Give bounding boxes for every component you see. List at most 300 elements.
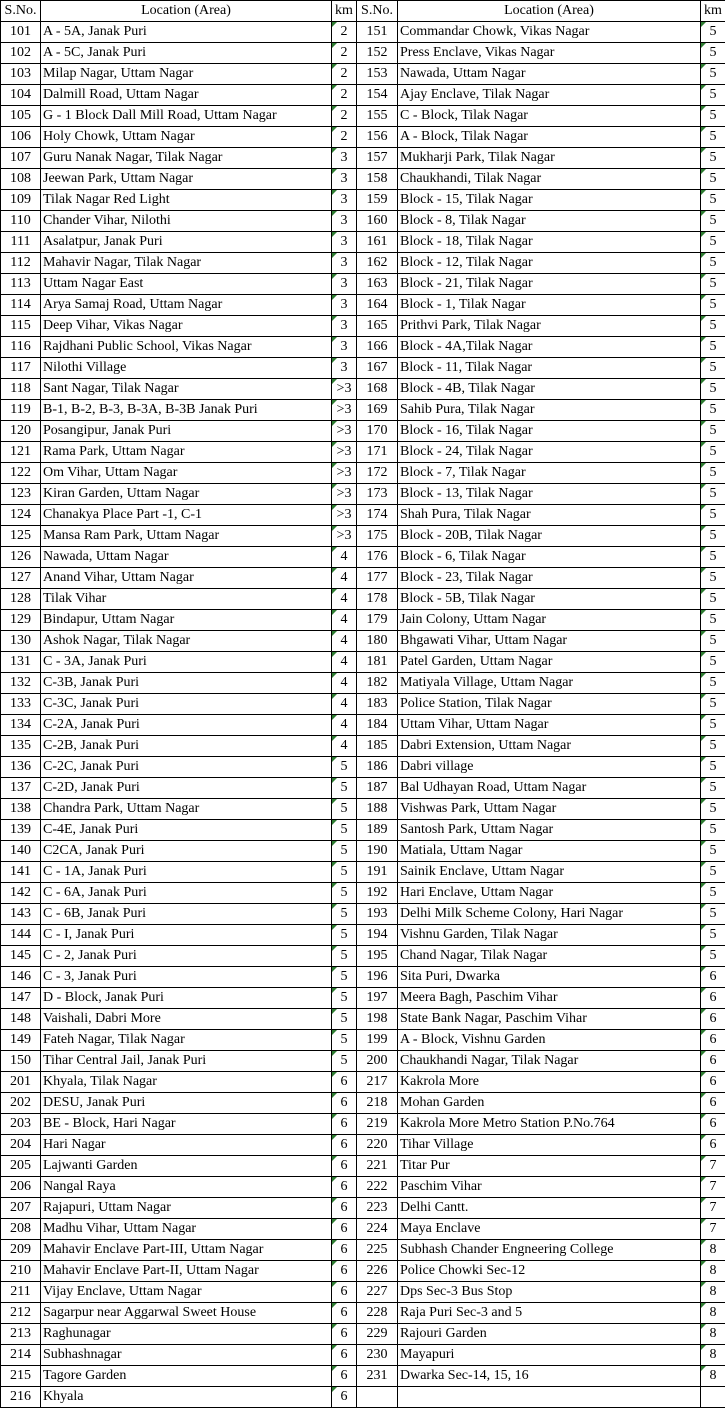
cell-km-left: 6 xyxy=(332,1177,357,1198)
cell-location-right: Vishnu Garden, Tilak Nagar xyxy=(398,925,701,946)
cell-km-right: 8 xyxy=(701,1282,725,1303)
cell-location-right: Uttam Vihar, Uttam Nagar xyxy=(398,715,701,736)
cell-sno-left: 124 xyxy=(1,505,41,526)
cell-sno-right: 176 xyxy=(357,547,398,568)
cell-sno-right: 222 xyxy=(357,1177,398,1198)
cell-sno-left: 206 xyxy=(1,1177,41,1198)
cell-km-right: 5 xyxy=(701,820,725,841)
cell-location-left: C - 1A, Janak Puri xyxy=(41,862,332,883)
cell-location-right: Block - 1, Tilak Nagar xyxy=(398,295,701,316)
cell-location-right: Delhi Cantt. xyxy=(398,1198,701,1219)
cell-location-left: C-2C, Janak Puri xyxy=(41,757,332,778)
cell-location-right: Paschim Vihar xyxy=(398,1177,701,1198)
cell-km-left: >3 xyxy=(332,421,357,442)
cell-location-left: Rama Park, Uttam Nagar xyxy=(41,442,332,463)
cell-km-left: 2 xyxy=(332,127,357,148)
cell-sno-right: 195 xyxy=(357,946,398,967)
table-row xyxy=(1,1345,725,1366)
cell-km-right: 5 xyxy=(701,211,725,232)
cell-sno-right: 174 xyxy=(357,505,398,526)
table-row xyxy=(1,400,725,421)
cell-km-left: 3 xyxy=(332,358,357,379)
table-row xyxy=(1,169,725,190)
cell-location-right: Meera Bagh, Paschim Vihar xyxy=(398,988,701,1009)
table-row xyxy=(1,757,725,778)
header-sno-left: S.No. xyxy=(1,1,41,22)
table-row xyxy=(1,610,725,631)
cell-location-right: Chaukhandi, Tilak Nagar xyxy=(398,169,701,190)
cell-sno-left: 107 xyxy=(1,148,41,169)
cell-sno-right: 177 xyxy=(357,568,398,589)
table-row xyxy=(1,379,725,400)
cell-location-left: Vijay Enclave, Uttam Nagar xyxy=(41,1282,332,1303)
table-row xyxy=(1,211,725,232)
cell-km-right: 8 xyxy=(701,1345,725,1366)
cell-location-right: Ajay Enclave, Tilak Nagar xyxy=(398,85,701,106)
cell-location-right: Bal Udhayan Road, Uttam Nagar xyxy=(398,778,701,799)
table-row xyxy=(1,547,725,568)
cell-location-left: Mansa Ram Park, Uttam Nagar xyxy=(41,526,332,547)
cell-km-left: 6 xyxy=(332,1198,357,1219)
cell-location-left: BE - Block, Hari Nagar xyxy=(41,1114,332,1135)
cell-km-right: 5 xyxy=(701,106,725,127)
table-row xyxy=(1,526,725,547)
cell-location-right: State Bank Nagar, Paschim Vihar xyxy=(398,1009,701,1030)
table-row xyxy=(1,148,725,169)
cell-sno-right: 190 xyxy=(357,841,398,862)
cell-sno-left: 132 xyxy=(1,673,41,694)
cell-sno-right: 184 xyxy=(357,715,398,736)
cell-location-left: Ashok Nagar, Tilak Nagar xyxy=(41,631,332,652)
cell-sno-left: 101 xyxy=(1,22,41,43)
cell-km-right: 5 xyxy=(701,85,725,106)
cell-location-left: C - 3A, Janak Puri xyxy=(41,652,332,673)
table-row xyxy=(1,1135,725,1156)
cell-km-left: 4 xyxy=(332,673,357,694)
cell-km-right: 6 xyxy=(701,1114,725,1135)
cell-sno-right: 230 xyxy=(357,1345,398,1366)
cell-sno-right: 152 xyxy=(357,43,398,64)
cell-km-left: 5 xyxy=(332,799,357,820)
cell-km-right: 5 xyxy=(701,547,725,568)
table-row xyxy=(1,652,725,673)
table-row xyxy=(1,1282,725,1303)
cell-sno-left: 141 xyxy=(1,862,41,883)
table-row xyxy=(1,463,725,484)
cell-sno-right: 168 xyxy=(357,379,398,400)
cell-km-left: 6 xyxy=(332,1282,357,1303)
cell-km-left: 6 xyxy=(332,1366,357,1387)
cell-km-left: 2 xyxy=(332,22,357,43)
cell-location-right: Chaukhandi Nagar, Tilak Nagar xyxy=(398,1051,701,1072)
cell-km-right: 5 xyxy=(701,757,725,778)
cell-km-right: 5 xyxy=(701,946,725,967)
cell-location-left: Nilothi Village xyxy=(41,358,332,379)
table-row xyxy=(1,988,725,1009)
cell-km-left: >3 xyxy=(332,463,357,484)
table-row xyxy=(1,190,725,211)
table-row xyxy=(1,316,725,337)
cell-sno-right: 225 xyxy=(357,1240,398,1261)
cell-location-left: Sant Nagar, Tilak Nagar xyxy=(41,379,332,400)
table-row xyxy=(1,127,725,148)
cell-sno-right: 188 xyxy=(357,799,398,820)
cell-location-right: Block - 12, Tilak Nagar xyxy=(398,253,701,274)
cell-km-left: 5 xyxy=(332,967,357,988)
cell-km-left: 5 xyxy=(332,757,357,778)
table-row xyxy=(1,295,725,316)
cell-sno-right: 223 xyxy=(357,1198,398,1219)
table-row xyxy=(1,505,725,526)
cell-location-right: Police Station, Tilak Nagar xyxy=(398,694,701,715)
cell-sno-right: 153 xyxy=(357,64,398,85)
cell-location-right: Chand Nagar, Tilak Nagar xyxy=(398,946,701,967)
cell-km-right: 8 xyxy=(701,1366,725,1387)
cell-km-left: 6 xyxy=(332,1219,357,1240)
cell-km-left: 3 xyxy=(332,148,357,169)
cell-sno-left: 133 xyxy=(1,694,41,715)
table-row xyxy=(1,1198,725,1219)
cell-location-right: Block - 16, Tilak Nagar xyxy=(398,421,701,442)
table-row xyxy=(1,274,725,295)
cell-km-right: 6 xyxy=(701,1030,725,1051)
cell-km-left: >3 xyxy=(332,484,357,505)
cell-sno-left: 128 xyxy=(1,589,41,610)
cell-location-left: C - 6A, Janak Puri xyxy=(41,883,332,904)
cell-location-right: Block - 5B, Tilak Nagar xyxy=(398,589,701,610)
cell-location-left: Bindapur, Uttam Nagar xyxy=(41,610,332,631)
cell-sno-left: 122 xyxy=(1,463,41,484)
cell-sno-left: 103 xyxy=(1,64,41,85)
cell-km-right: 8 xyxy=(701,1261,725,1282)
cell-sno-right: 198 xyxy=(357,1009,398,1030)
cell-sno-right: 173 xyxy=(357,484,398,505)
cell-location-left: C-2D, Janak Puri xyxy=(41,778,332,799)
table-row xyxy=(1,1114,725,1135)
cell-sno-left: 110 xyxy=(1,211,41,232)
cell-sno-right: 159 xyxy=(357,190,398,211)
cell-location-left: Chandra Park, Uttam Nagar xyxy=(41,799,332,820)
table-row xyxy=(1,715,725,736)
table-row xyxy=(1,421,725,442)
table-row xyxy=(1,1303,725,1324)
cell-location-left: Mahavir Enclave Part-II, Uttam Nagar xyxy=(41,1261,332,1282)
cell-sno-left: 211 xyxy=(1,1282,41,1303)
cell-sno-right: 200 xyxy=(357,1051,398,1072)
cell-location-left: Mahavir Nagar, Tilak Nagar xyxy=(41,253,332,274)
cell-km-right: 5 xyxy=(701,673,725,694)
cell-km-left: 6 xyxy=(332,1303,357,1324)
cell-location-left: Tilak Nagar Red Light xyxy=(41,190,332,211)
cell-km-left: 4 xyxy=(332,694,357,715)
cell-sno-left: 115 xyxy=(1,316,41,337)
cell-km-right: 5 xyxy=(701,253,725,274)
cell-location-right: Commandar Chowk, Vikas Nagar xyxy=(398,22,701,43)
cell-location-left: Anand Vihar, Uttam Nagar xyxy=(41,568,332,589)
table-row xyxy=(1,589,725,610)
cell-sno-left: 114 xyxy=(1,295,41,316)
cell-km-left: 6 xyxy=(332,1387,357,1408)
cell-sno-right: 228 xyxy=(357,1303,398,1324)
cell-km-left: >3 xyxy=(332,526,357,547)
cell-km-left: 3 xyxy=(332,337,357,358)
cell-km-right: 5 xyxy=(701,232,725,253)
cell-sno-left: 201 xyxy=(1,1072,41,1093)
cell-km-right: 5 xyxy=(701,169,725,190)
cell-location-right: Block - 7, Tilak Nagar xyxy=(398,463,701,484)
cell-location-right: Block - 13, Tilak Nagar xyxy=(398,484,701,505)
cell-km-left: 5 xyxy=(332,883,357,904)
cell-sno-left: 202 xyxy=(1,1093,41,1114)
cell-location-right: Sita Puri, Dwarka xyxy=(398,967,701,988)
cell-sno-left: 116 xyxy=(1,337,41,358)
cell-km-right: 5 xyxy=(701,799,725,820)
cell-km-left: 6 xyxy=(332,1345,357,1366)
cell-location-left: Dalmill Road, Uttam Nagar xyxy=(41,85,332,106)
table-row xyxy=(1,1366,725,1387)
header-row xyxy=(1,1,725,22)
cell-location-left: Tagore Garden xyxy=(41,1366,332,1387)
cell-km-left: 2 xyxy=(332,43,357,64)
cell-location-right: Maya Enclave xyxy=(398,1219,701,1240)
cell-km-left: 3 xyxy=(332,211,357,232)
table-row xyxy=(1,631,725,652)
cell-km-right: 5 xyxy=(701,778,725,799)
cell-sno-right: 161 xyxy=(357,232,398,253)
cell-location-right: Block - 21, Tilak Nagar xyxy=(398,274,701,295)
cell-sno-right: 167 xyxy=(357,358,398,379)
cell-location-left: Sagarpur near Aggarwal Sweet House xyxy=(41,1303,332,1324)
cell-sno-right: 169 xyxy=(357,400,398,421)
cell-km-left: 6 xyxy=(332,1324,357,1345)
table-row xyxy=(1,1093,725,1114)
cell-location-right: Mohan Garden xyxy=(398,1093,701,1114)
cell-sno-left: 104 xyxy=(1,85,41,106)
table-row xyxy=(1,568,725,589)
table-row xyxy=(1,85,725,106)
table-row xyxy=(1,1156,725,1177)
cell-location-left: C-3C, Janak Puri xyxy=(41,694,332,715)
table-row xyxy=(1,484,725,505)
cell-location-right: Vishwas Park, Uttam Nagar xyxy=(398,799,701,820)
cell-sno-left: 119 xyxy=(1,400,41,421)
cell-location-right: Police Chowki Sec-12 xyxy=(398,1261,701,1282)
cell-sno-right: 175 xyxy=(357,526,398,547)
cell-km-right: 6 xyxy=(701,1135,725,1156)
cell-location-left: Jeewan Park, Uttam Nagar xyxy=(41,169,332,190)
table-row xyxy=(1,967,725,988)
cell-sno-right: 183 xyxy=(357,694,398,715)
table-row xyxy=(1,946,725,967)
table-row xyxy=(1,337,725,358)
cell-km-left: 5 xyxy=(332,904,357,925)
cell-sno-left: 102 xyxy=(1,43,41,64)
table-row xyxy=(1,106,725,127)
cell-sno-left: 125 xyxy=(1,526,41,547)
cell-km-left: >3 xyxy=(332,505,357,526)
cell-km-left: 4 xyxy=(332,589,357,610)
cell-sno-left: 212 xyxy=(1,1303,41,1324)
cell-sno-right: 196 xyxy=(357,967,398,988)
cell-km-left: 6 xyxy=(332,1156,357,1177)
cell-location-left: Tilak Vihar xyxy=(41,589,332,610)
cell-location-right: Hari Enclave, Uttam Nagar xyxy=(398,883,701,904)
cell-km-left: 4 xyxy=(332,715,357,736)
cell-sno-right: 171 xyxy=(357,442,398,463)
cell-location-right: Jain Colony, Uttam Nagar xyxy=(398,610,701,631)
cell-sno-left: 123 xyxy=(1,484,41,505)
cell-km-right: 8 xyxy=(701,1324,725,1345)
cell-location-right: Sainik Enclave, Uttam Nagar xyxy=(398,862,701,883)
cell-sno-right: 227 xyxy=(357,1282,398,1303)
header-location-right: Location (Area) xyxy=(398,1,701,22)
cell-location-left: DESU, Janak Puri xyxy=(41,1093,332,1114)
cell-km-right: 5 xyxy=(701,463,725,484)
cell-sno-left: 138 xyxy=(1,799,41,820)
cell-location-left: D - Block, Janak Puri xyxy=(41,988,332,1009)
cell-sno-left: 144 xyxy=(1,925,41,946)
cell-sno-right: 226 xyxy=(357,1261,398,1282)
cell-location-left: Guru Nanak Nagar, Tilak Nagar xyxy=(41,148,332,169)
cell-location-left: Nawada, Uttam Nagar xyxy=(41,547,332,568)
cell-location-right: Block - 23, Tilak Nagar xyxy=(398,568,701,589)
cell-sno-left: 203 xyxy=(1,1114,41,1135)
cell-km-left: 3 xyxy=(332,169,357,190)
cell-location-right xyxy=(398,1387,701,1408)
cell-km-right: 5 xyxy=(701,316,725,337)
table-row xyxy=(1,43,725,64)
cell-km-left: 4 xyxy=(332,610,357,631)
cell-location-left: Subhashnagar xyxy=(41,1345,332,1366)
cell-sno-right: 164 xyxy=(357,295,398,316)
cell-km-right: 5 xyxy=(701,274,725,295)
table-row xyxy=(1,694,725,715)
cell-location-right: Dabri Extension, Uttam Nagar xyxy=(398,736,701,757)
table-row xyxy=(1,862,725,883)
cell-location-right: Matiyala Village, Uttam Nagar xyxy=(398,673,701,694)
cell-sno-left: 106 xyxy=(1,127,41,148)
cell-km-left: 5 xyxy=(332,841,357,862)
table-row xyxy=(1,778,725,799)
cell-km-left: 5 xyxy=(332,820,357,841)
cell-sno-left: 112 xyxy=(1,253,41,274)
cell-km-right: 5 xyxy=(701,190,725,211)
cell-sno-right: 158 xyxy=(357,169,398,190)
cell-km-right: 5 xyxy=(701,442,725,463)
cell-km-right: 5 xyxy=(701,652,725,673)
cell-sno-right: 151 xyxy=(357,22,398,43)
cell-sno-left: 150 xyxy=(1,1051,41,1072)
cell-location-right: Kakrola More xyxy=(398,1072,701,1093)
cell-sno-right: 162 xyxy=(357,253,398,274)
cell-sno-left: 105 xyxy=(1,106,41,127)
cell-km-right: 5 xyxy=(701,904,725,925)
cell-location-left: G - 1 Block Dall Mill Road, Uttam Nagar xyxy=(41,106,332,127)
cell-location-right: Nawada, Uttam Nagar xyxy=(398,64,701,85)
cell-km-left: 2 xyxy=(332,106,357,127)
table-row xyxy=(1,799,725,820)
cell-km-right: 5 xyxy=(701,841,725,862)
cell-km-right: 5 xyxy=(701,43,725,64)
cell-km-right: 5 xyxy=(701,925,725,946)
cell-location-right: Block - 8, Tilak Nagar xyxy=(398,211,701,232)
cell-location-left: Raghunagar xyxy=(41,1324,332,1345)
cell-km-left: 6 xyxy=(332,1261,357,1282)
cell-sno-left: 113 xyxy=(1,274,41,295)
cell-location-left: Arya Samaj Road, Uttam Nagar xyxy=(41,295,332,316)
cell-sno-right xyxy=(357,1387,398,1408)
header-km-left: km xyxy=(332,1,357,22)
cell-sno-right: 180 xyxy=(357,631,398,652)
cell-km-right: 5 xyxy=(701,127,725,148)
cell-sno-left: 148 xyxy=(1,1009,41,1030)
cell-location-right: Titar Pur xyxy=(398,1156,701,1177)
cell-sno-left: 208 xyxy=(1,1219,41,1240)
cell-sno-right: 163 xyxy=(357,274,398,295)
cell-sno-left: 209 xyxy=(1,1240,41,1261)
cell-location-left: C - 3, Janak Puri xyxy=(41,967,332,988)
cell-sno-right: 172 xyxy=(357,463,398,484)
cell-location-left: Fateh Nagar, Tilak Nagar xyxy=(41,1030,332,1051)
cell-location-left: Rajapuri, Uttam Nagar xyxy=(41,1198,332,1219)
cell-sno-left: 207 xyxy=(1,1198,41,1219)
cell-location-left: C - I, Janak Puri xyxy=(41,925,332,946)
cell-sno-left: 111 xyxy=(1,232,41,253)
cell-sno-left: 140 xyxy=(1,841,41,862)
cell-sno-right: 218 xyxy=(357,1093,398,1114)
cell-location-left: C - 2, Janak Puri xyxy=(41,946,332,967)
cell-location-right: Delhi Milk Scheme Colony, Hari Nagar xyxy=(398,904,701,925)
cell-km-left: 5 xyxy=(332,925,357,946)
cell-sno-left: 129 xyxy=(1,610,41,631)
cell-sno-left: 210 xyxy=(1,1261,41,1282)
cell-location-right: Block - 6, Tilak Nagar xyxy=(398,547,701,568)
cell-location-right: Subhash Chander Engneering College xyxy=(398,1240,701,1261)
cell-sno-left: 117 xyxy=(1,358,41,379)
cell-sno-right: 191 xyxy=(357,862,398,883)
table-row xyxy=(1,64,725,85)
table-row xyxy=(1,1072,725,1093)
cell-km-left: 2 xyxy=(332,85,357,106)
cell-location-left: Nangal Raya xyxy=(41,1177,332,1198)
cell-km-left: 3 xyxy=(332,316,357,337)
cell-sno-right: 217 xyxy=(357,1072,398,1093)
cell-km-left: 3 xyxy=(332,190,357,211)
cell-km-right: 5 xyxy=(701,421,725,442)
cell-sno-right: 156 xyxy=(357,127,398,148)
cell-sno-left: 109 xyxy=(1,190,41,211)
cell-location-right: Block - 18, Tilak Nagar xyxy=(398,232,701,253)
cell-location-right: C - Block, Tilak Nagar xyxy=(398,106,701,127)
cell-sno-left: 131 xyxy=(1,652,41,673)
cell-location-left: C-2A, Janak Puri xyxy=(41,715,332,736)
cell-km-right: 6 xyxy=(701,967,725,988)
cell-km-right: 5 xyxy=(701,358,725,379)
cell-location-left: C - 6B, Janak Puri xyxy=(41,904,332,925)
cell-km-left: 4 xyxy=(332,736,357,757)
cell-location-left: B-1, B-2, B-3, B-3A, B-3B Janak Puri xyxy=(41,400,332,421)
cell-sno-right: 178 xyxy=(357,589,398,610)
table-row xyxy=(1,904,725,925)
cell-location-right: Block - 20B, Tilak Nagar xyxy=(398,526,701,547)
cell-km-left: 4 xyxy=(332,547,357,568)
header-location-left: Location (Area) xyxy=(41,1,332,22)
header-km-right: km xyxy=(701,1,725,22)
cell-location-right: Santosh Park, Uttam Nagar xyxy=(398,820,701,841)
cell-sno-left: 139 xyxy=(1,820,41,841)
cell-location-left: C-2B, Janak Puri xyxy=(41,736,332,757)
cell-location-left: Hari Nagar xyxy=(41,1135,332,1156)
